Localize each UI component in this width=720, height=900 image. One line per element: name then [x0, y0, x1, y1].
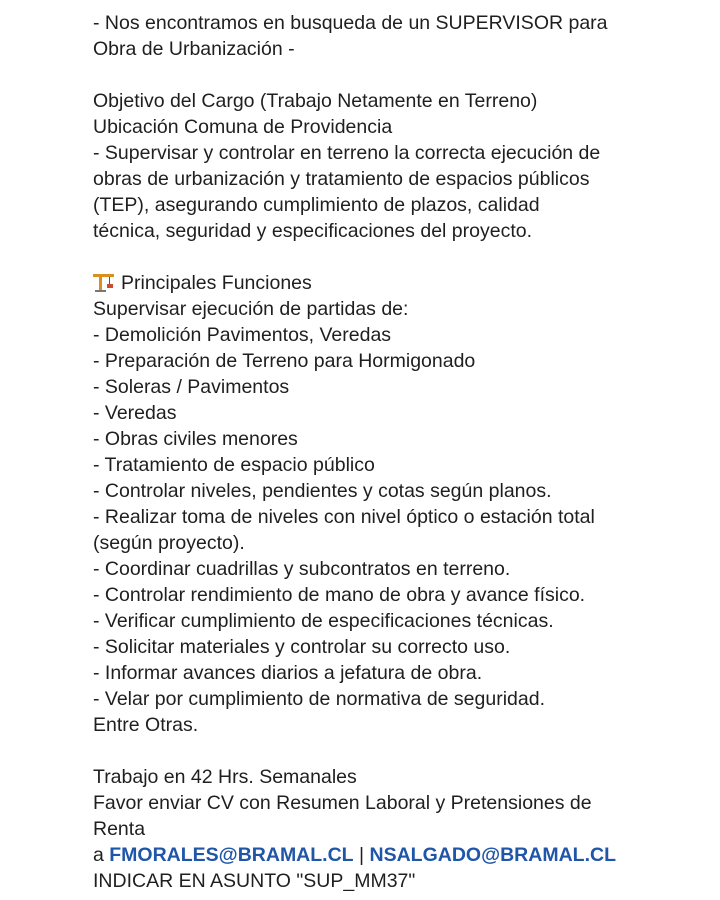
list-item: - Verificar cumplimiento de especificaciones técnicas.	[93, 610, 554, 632]
list-item: (según proyecto).	[93, 532, 245, 554]
objective-line-2: obras de urbanización y tratamiento de espacios públicos	[93, 168, 590, 190]
email-line	[93, 842, 703, 868]
cv-instruction-2: Renta	[93, 818, 146, 840]
functions-footer: Entre Otras.	[93, 714, 199, 736]
list-item: - Preparación de Terreno para Hormigonado	[93, 350, 476, 372]
list-item: - Velar por cumplimiento de normativa de seguridad.	[93, 688, 545, 710]
list-item: - Controlar rendimiento de mano de obra y avance físico.	[93, 584, 586, 606]
objective-title: Objetivo del Cargo (Trabajo Netamente en Terreno)	[93, 90, 538, 112]
list-item: - Realizar toma de niveles con nivel óptico o estación total	[93, 506, 595, 528]
email-separator: |	[353, 844, 370, 866]
list-item: - Tratamiento de espacio público	[93, 454, 375, 476]
subject-instruction: INDICAR EN ASUNTO "SUP_MM37"	[93, 870, 416, 892]
header-line-1: - Nos encontramos en busqueda de un SUPERVISOR para	[93, 12, 608, 34]
objective-line-1: - Supervisar y controlar en terreno la correcta ejecución de	[93, 142, 601, 164]
work-hours: Trabajo en 42 Hrs. Semanales	[93, 766, 357, 788]
objective-line-3: (TEP), asegurando cumplimiento de plazos, calidad	[93, 194, 540, 216]
cv-instruction-1: Favor enviar CV con Resumen Laboral y Pretensiones de	[93, 792, 592, 814]
job-post	[93, 10, 703, 894]
functions-intro: Supervisar ejecución de partidas de:	[93, 298, 409, 320]
objective-location: Ubicación Comuna de Providencia	[93, 116, 393, 138]
spacer	[93, 244, 703, 270]
spacer	[93, 62, 703, 88]
functions-heading	[93, 270, 703, 296]
list-item: - Coordinar cuadrillas y subcontratos en terreno.	[93, 558, 511, 580]
list-item: - Veredas	[93, 402, 177, 424]
email-prefix: a	[93, 844, 110, 866]
list-item: - Controlar niveles, pendientes y cotas según planos.	[93, 480, 552, 502]
construction-crane-icon	[93, 272, 115, 292]
functions-title: Principales Funciones	[121, 272, 312, 294]
list-item: - Solicitar materiales y controlar su correcto uso.	[93, 636, 511, 658]
list-item: - Obras civiles menores	[93, 428, 298, 450]
header-line-2: Obra de Urbanización -	[93, 38, 295, 60]
objective-line-4: técnica, seguridad y especificaciones del proyecto.	[93, 220, 532, 242]
email-link-nsalgado[interactable]: NSALGADO@BRAMAL.CL	[369, 844, 616, 866]
list-item: - Soleras / Pavimentos	[93, 376, 290, 398]
list-item: - Demolición Pavimentos, Veredas	[93, 324, 392, 346]
list-item: - Informar avances diarios a jefatura de obra.	[93, 662, 483, 684]
spacer	[93, 738, 703, 764]
email-link-fmorales[interactable]: FMORALES@BRAMAL.CL	[109, 844, 354, 866]
